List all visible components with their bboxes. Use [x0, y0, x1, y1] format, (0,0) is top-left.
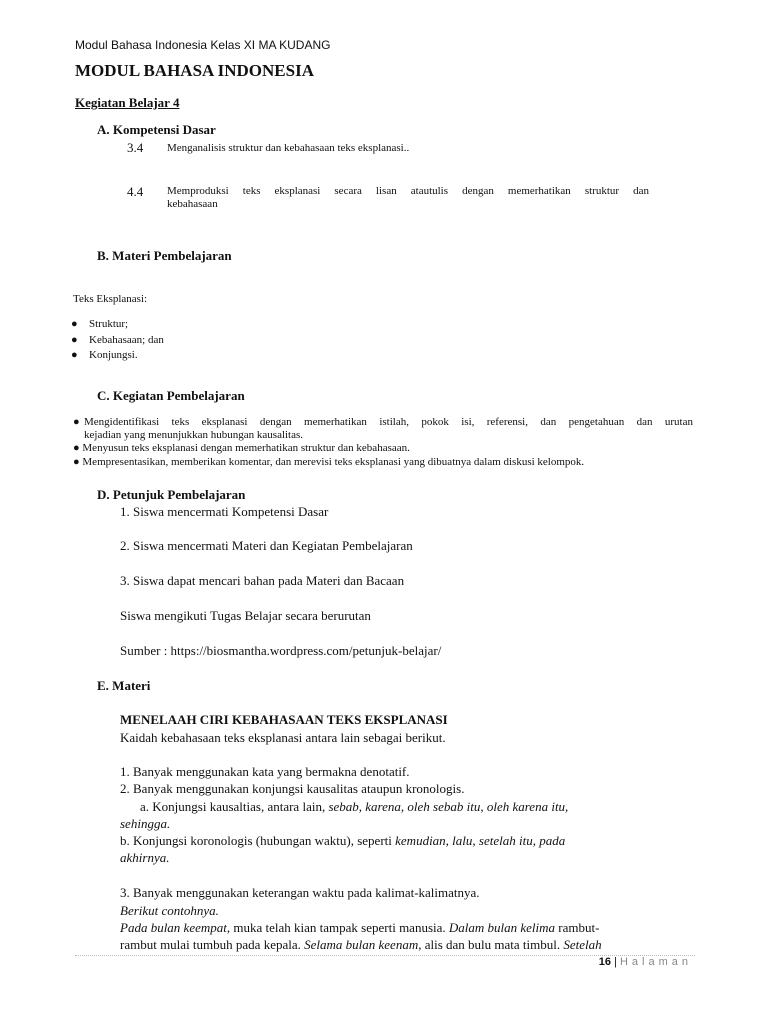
kegiatan-item-2: ● Menyusun teks eksplanasi dengan memerhatikan struktur dan kebahasaan.	[73, 442, 410, 454]
kaidah-2a-line2: sehingga.	[120, 816, 171, 831]
list-item: ● Konjungsi.	[71, 349, 138, 361]
materi-intro-text: Kaidah kebahasaan teks eksplanasi antara lain sebagai berikut.	[120, 730, 446, 745]
petunjuk-item-3: 3. Siswa dapat mencari bahan pada Materi dan Bacaan	[120, 573, 405, 588]
kegiatan-item-1: ● Mengidentifikasi teks eksplanasi dengan memerhatikan istilah, pokok isi, referensi, dan pengetahuan dan urutan	[73, 416, 693, 428]
kaidah-3: 3. Banyak menggunakan keterangan waktu pada kalimat-kalimatnya.	[120, 885, 480, 900]
kd-text-4-4-line1: Memproduksi teks eksplanasi secara lisan atautulis dengan memerhatikan struktur dan	[167, 185, 649, 197]
page-number: 16	[598, 956, 611, 968]
bullet-icon: ●	[71, 318, 78, 330]
kd-text-3-4: Menganalisis struktur dan kebahasaan teks eksplanasi..	[167, 142, 410, 154]
bullet-icon: ●	[71, 349, 78, 361]
section-d-heading: D. Petunjuk Pembelajaran	[97, 487, 246, 502]
kd-number-3-4: 3.4	[127, 140, 144, 155]
section-a-heading: A. Kompetensi Dasar	[97, 122, 216, 137]
petunjuk-item-1: 1. Siswa mencermati Kompetensi Dasar	[120, 504, 329, 519]
materi-subtitle: MENELAAH CIRI KEBAHASAAN TEKS EKSPLANASI	[120, 712, 448, 727]
running-header: Modul Bahasa Indonesia Kelas XI MA KUDANG	[75, 38, 331, 52]
contoh-label: Berikut contohnya.	[120, 903, 219, 918]
kegiatan-item-3: ● Mempresentasikan, memberikan komentar, dan merevisi teks eksplanasi yang dibuatnya dalam diskusi kelompok.	[73, 456, 585, 468]
petunjuk-item-2: 2. Siswa mencermati Materi dan Kegiatan Pembelajaran	[120, 538, 413, 553]
kegiatan-item-1-line2: kejadian yang menunjukkan hubungan kausalitas.	[84, 429, 304, 441]
kd-number-4-4: 4.4	[127, 184, 144, 199]
kaidah-2: 2. Banyak menggunakan konjungsi kausalitas ataupun kronologis.	[120, 781, 465, 796]
contoh-line-1: Pada bulan keempat, muka telah kian tampak seperti manusia. Dalam bulan kelima rambut-	[120, 920, 600, 935]
kaidah-2b-line2: akhirnya.	[120, 850, 170, 865]
kd-text-4-4-line2: kebahasaan	[167, 198, 218, 210]
petunjuk-source: Sumber : https://biosmantha.wordpress.com/petunjuk-belajar/	[120, 643, 442, 658]
page-label: Halaman	[619, 956, 692, 968]
materi-intro: Teks Eksplanasi:	[73, 293, 148, 305]
list-item: ● Struktur;	[71, 318, 129, 330]
bullet-icon: ●	[71, 334, 78, 346]
section-b-heading: B. Materi Pembelajaran	[97, 248, 232, 263]
kaidah-2b: b. Konjungsi koronologis (hubungan waktu), seperti kemudian, lalu, setelah itu, pada	[120, 833, 566, 848]
bullet-icon: ●	[73, 456, 83, 468]
section-e-heading: E. Materi	[97, 678, 151, 693]
page-footer: 16 | Halaman	[598, 956, 692, 968]
bullet-icon: ●	[73, 442, 83, 454]
kegiatan-belajar-heading: Kegiatan Belajar 4	[75, 95, 180, 110]
bullet-icon: ●	[73, 416, 80, 428]
petunjuk-note: Siswa mengikuti Tugas Belajar secara berurutan	[120, 608, 371, 623]
kaidah-1: 1. Banyak menggunakan kata yang bermakna denotatif.	[120, 764, 410, 779]
page-title: MODUL BAHASA INDONESIA	[75, 61, 314, 80]
contoh-line-2: rambut mulai tumbuh pada kepala. Selama bulan keenam, alis dan bulu mata timbul. Setelah	[120, 937, 602, 952]
kaidah-2a: a. Konjungsi kausaltias, antara lain, sebab, karena, oleh sebab itu, oleh karena itu,	[140, 799, 569, 814]
list-item: ● Kebahasaan; dan	[71, 334, 164, 346]
section-c-heading: C. Kegiatan Pembelajaran	[97, 388, 245, 403]
